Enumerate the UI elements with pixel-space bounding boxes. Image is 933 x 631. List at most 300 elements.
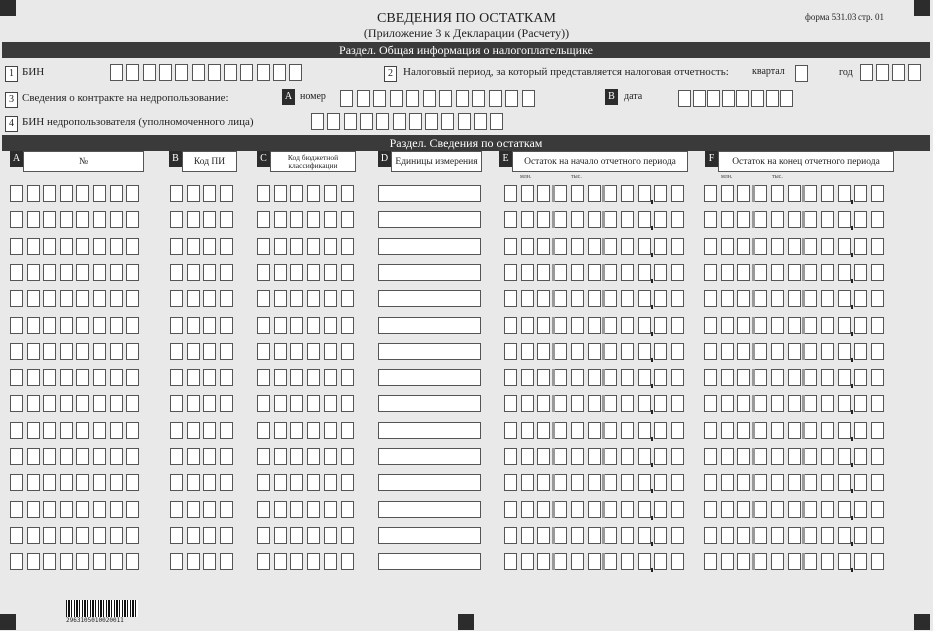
balance-digit-cell[interactable]	[771, 474, 784, 491]
balance-digit-cell[interactable]	[554, 317, 567, 334]
balance-digit-cell[interactable]	[771, 369, 784, 386]
code-pi-cell[interactable]	[187, 527, 200, 544]
contract-number-char-cell[interactable]	[522, 90, 535, 107]
row-number-cell[interactable]	[76, 395, 89, 412]
code-pi-cell[interactable]	[187, 369, 200, 386]
code-pi-cell[interactable]	[203, 553, 216, 570]
balance-digit-cell[interactable]	[788, 553, 801, 570]
code-pi-cell[interactable]	[220, 395, 233, 412]
balance-digit-cell[interactable]	[704, 343, 717, 360]
balance-digit-cell[interactable]	[521, 369, 534, 386]
balance-digit-cell[interactable]	[788, 185, 801, 202]
balance-digit-cell[interactable]	[604, 422, 617, 439]
balance-digit-cell[interactable]	[621, 343, 634, 360]
balance-digit-cell[interactable]	[504, 343, 517, 360]
balance-digit-cell[interactable]	[621, 395, 634, 412]
bin-digit-cell[interactable]	[224, 64, 237, 81]
balance-digit-cell[interactable]	[821, 395, 834, 412]
balance-digit-cell[interactable]	[804, 395, 817, 412]
row-number-cell[interactable]	[76, 264, 89, 281]
units-input[interactable]	[378, 369, 481, 386]
balance-digit-cell[interactable]	[537, 290, 550, 307]
balance-digit-cell[interactable]	[771, 501, 784, 518]
balance-digit-cell[interactable]	[554, 211, 567, 228]
row-number-cell[interactable]	[110, 501, 123, 518]
balance-digit-cell[interactable]	[804, 474, 817, 491]
balance-digit-cell[interactable]	[737, 474, 750, 491]
balance-digit-cell[interactable]	[788, 501, 801, 518]
balance-digit-cell[interactable]	[821, 185, 834, 202]
balance-digit-cell[interactable]	[504, 211, 517, 228]
row-number-cell[interactable]	[110, 395, 123, 412]
row-number-cell[interactable]	[60, 211, 73, 228]
balance-digit-cell[interactable]	[737, 238, 750, 255]
bin-digit-cell[interactable]	[257, 64, 270, 81]
subsoil-bin-digit-cell[interactable]	[490, 113, 503, 130]
budget-code-cell[interactable]	[307, 238, 320, 255]
balance-digit-cell[interactable]	[754, 474, 767, 491]
balance-digit-cell[interactable]	[621, 474, 634, 491]
units-input[interactable]	[378, 290, 481, 307]
balance-digit-cell[interactable]	[838, 553, 851, 570]
balance-digit-cell[interactable]	[588, 474, 601, 491]
code-pi-cell[interactable]	[170, 527, 183, 544]
budget-code-cell[interactable]	[324, 448, 337, 465]
balance-digit-cell[interactable]	[804, 238, 817, 255]
bin-digit-cell[interactable]	[208, 64, 221, 81]
balance-digit-cell[interactable]	[737, 317, 750, 334]
row-number-cell[interactable]	[43, 501, 56, 518]
row-number-cell[interactable]	[60, 527, 73, 544]
balance-digit-cell[interactable]	[604, 527, 617, 544]
subsoil-bin-digit-cell[interactable]	[360, 113, 373, 130]
balance-digit-cell[interactable]	[737, 395, 750, 412]
budget-code-cell[interactable]	[290, 264, 303, 281]
balance-digit-cell[interactable]	[771, 343, 784, 360]
bin-digit-cell[interactable]	[126, 64, 139, 81]
balance-digit-cell[interactable]	[821, 501, 834, 518]
row-number-cell[interactable]	[76, 317, 89, 334]
budget-code-cell[interactable]	[274, 448, 287, 465]
code-pi-cell[interactable]	[187, 422, 200, 439]
balance-digit-cell[interactable]	[838, 185, 851, 202]
balance-digit-cell[interactable]	[721, 501, 734, 518]
row-number-cell[interactable]	[27, 527, 40, 544]
row-number-cell[interactable]	[93, 211, 106, 228]
subsoil-bin-digit-cell[interactable]	[425, 113, 438, 130]
balance-digit-cell[interactable]	[604, 290, 617, 307]
budget-code-cell[interactable]	[257, 527, 270, 544]
row-number-cell[interactable]	[93, 448, 106, 465]
code-pi-cell[interactable]	[170, 474, 183, 491]
balance-digit-cell[interactable]	[621, 290, 634, 307]
budget-code-cell[interactable]	[341, 264, 354, 281]
balance-digit-cell[interactable]	[771, 553, 784, 570]
balance-digit-cell[interactable]	[521, 343, 534, 360]
row-number-cell[interactable]	[110, 290, 123, 307]
row-number-cell[interactable]	[76, 238, 89, 255]
budget-code-cell[interactable]	[290, 185, 303, 202]
balance-digit-cell[interactable]	[654, 422, 667, 439]
code-pi-cell[interactable]	[170, 343, 183, 360]
row-number-cell[interactable]	[93, 395, 106, 412]
budget-code-cell[interactable]	[341, 185, 354, 202]
balance-digit-cell[interactable]	[838, 343, 851, 360]
code-pi-cell[interactable]	[220, 264, 233, 281]
balance-digit-cell[interactable]	[721, 448, 734, 465]
balance-digit-cell[interactable]	[504, 238, 517, 255]
code-pi-cell[interactable]	[203, 211, 216, 228]
balance-digit-cell[interactable]	[638, 369, 651, 386]
row-number-cell[interactable]	[126, 474, 139, 491]
balance-digit-cell[interactable]	[771, 238, 784, 255]
row-number-cell[interactable]	[43, 474, 56, 491]
balance-digit-cell[interactable]	[788, 369, 801, 386]
balance-digit-cell[interactable]	[654, 527, 667, 544]
row-number-cell[interactable]	[43, 395, 56, 412]
budget-code-cell[interactable]	[274, 527, 287, 544]
balance-digit-cell[interactable]	[537, 264, 550, 281]
balance-digit-cell[interactable]	[604, 448, 617, 465]
balance-digit-cell[interactable]	[804, 448, 817, 465]
row-number-cell[interactable]	[27, 448, 40, 465]
balance-digit-cell[interactable]	[754, 395, 767, 412]
balance-digit-cell[interactable]	[754, 317, 767, 334]
row-number-cell[interactable]	[27, 474, 40, 491]
balance-digit-cell[interactable]	[838, 395, 851, 412]
balance-digit-cell[interactable]	[537, 527, 550, 544]
balance-digit-cell[interactable]	[521, 448, 534, 465]
budget-code-cell[interactable]	[257, 422, 270, 439]
units-input[interactable]	[378, 395, 481, 412]
subsoil-bin-digit-cell[interactable]	[344, 113, 357, 130]
balance-digit-cell[interactable]	[671, 264, 684, 281]
balance-digit-cell[interactable]	[854, 369, 867, 386]
row-number-cell[interactable]	[110, 317, 123, 334]
subsoil-bin-digit-cell[interactable]	[327, 113, 340, 130]
balance-digit-cell[interactable]	[854, 474, 867, 491]
row-number-cell[interactable]	[60, 395, 73, 412]
balance-digit-cell[interactable]	[604, 474, 617, 491]
row-number-cell[interactable]	[126, 395, 139, 412]
code-pi-cell[interactable]	[203, 395, 216, 412]
subsoil-bin-digit-cell[interactable]	[376, 113, 389, 130]
budget-code-cell[interactable]	[290, 317, 303, 334]
balance-digit-cell[interactable]	[838, 211, 851, 228]
balance-digit-cell[interactable]	[554, 448, 567, 465]
row-number-cell[interactable]	[10, 343, 23, 360]
row-number-cell[interactable]	[27, 238, 40, 255]
balance-digit-cell[interactable]	[571, 553, 584, 570]
balance-digit-cell[interactable]	[754, 264, 767, 281]
code-pi-cell[interactable]	[203, 422, 216, 439]
row-number-cell[interactable]	[43, 317, 56, 334]
subsoil-bin-digit-cell[interactable]	[474, 113, 487, 130]
balance-digit-cell[interactable]	[554, 422, 567, 439]
row-number-cell[interactable]	[27, 290, 40, 307]
row-number-cell[interactable]	[93, 422, 106, 439]
contract-date-digit-cell[interactable]	[707, 90, 720, 107]
row-number-cell[interactable]	[43, 448, 56, 465]
budget-code-cell[interactable]	[257, 238, 270, 255]
budget-code-cell[interactable]	[307, 422, 320, 439]
row-number-cell[interactable]	[126, 501, 139, 518]
code-pi-cell[interactable]	[170, 395, 183, 412]
row-number-cell[interactable]	[93, 527, 106, 544]
balance-digit-cell[interactable]	[537, 369, 550, 386]
code-pi-cell[interactable]	[187, 474, 200, 491]
balance-digit-cell[interactable]	[554, 238, 567, 255]
budget-code-cell[interactable]	[307, 527, 320, 544]
balance-digit-cell[interactable]	[521, 238, 534, 255]
balance-digit-cell[interactable]	[604, 211, 617, 228]
budget-code-cell[interactable]	[290, 343, 303, 360]
balance-digit-cell[interactable]	[704, 501, 717, 518]
balance-digit-cell[interactable]	[621, 238, 634, 255]
row-number-cell[interactable]	[43, 527, 56, 544]
balance-digit-cell[interactable]	[621, 317, 634, 334]
budget-code-cell[interactable]	[307, 553, 320, 570]
row-number-cell[interactable]	[126, 422, 139, 439]
row-number-cell[interactable]	[93, 264, 106, 281]
code-pi-cell[interactable]	[220, 474, 233, 491]
balance-digit-cell[interactable]	[721, 211, 734, 228]
balance-digit-cell[interactable]	[671, 211, 684, 228]
budget-code-cell[interactable]	[274, 343, 287, 360]
balance-digit-cell[interactable]	[654, 553, 667, 570]
balance-digit-cell[interactable]	[638, 527, 651, 544]
balance-digit-cell[interactable]	[521, 422, 534, 439]
balance-digit-cell[interactable]	[821, 317, 834, 334]
balance-digit-cell[interactable]	[504, 448, 517, 465]
budget-code-cell[interactable]	[274, 501, 287, 518]
units-input[interactable]	[378, 185, 481, 202]
code-pi-cell[interactable]	[203, 501, 216, 518]
bin-digit-cell[interactable]	[159, 64, 172, 81]
balance-digit-cell[interactable]	[871, 290, 884, 307]
balance-digit-cell[interactable]	[704, 185, 717, 202]
row-number-cell[interactable]	[93, 238, 106, 255]
balance-digit-cell[interactable]	[654, 211, 667, 228]
row-number-cell[interactable]	[43, 369, 56, 386]
row-number-cell[interactable]	[93, 369, 106, 386]
code-pi-cell[interactable]	[187, 238, 200, 255]
balance-digit-cell[interactable]	[554, 185, 567, 202]
balance-digit-cell[interactable]	[838, 369, 851, 386]
code-pi-cell[interactable]	[203, 185, 216, 202]
balance-digit-cell[interactable]	[871, 185, 884, 202]
row-number-cell[interactable]	[126, 369, 139, 386]
balance-digit-cell[interactable]	[537, 238, 550, 255]
balance-digit-cell[interactable]	[554, 395, 567, 412]
budget-code-cell[interactable]	[257, 185, 270, 202]
balance-digit-cell[interactable]	[654, 474, 667, 491]
budget-code-cell[interactable]	[341, 553, 354, 570]
balance-digit-cell[interactable]	[788, 264, 801, 281]
balance-digit-cell[interactable]	[788, 211, 801, 228]
row-number-cell[interactable]	[76, 422, 89, 439]
budget-code-cell[interactable]	[274, 553, 287, 570]
balance-digit-cell[interactable]	[521, 290, 534, 307]
budget-code-cell[interactable]	[324, 369, 337, 386]
row-number-cell[interactable]	[10, 474, 23, 491]
contract-number-char-cell[interactable]	[390, 90, 403, 107]
balance-digit-cell[interactable]	[671, 527, 684, 544]
balance-digit-cell[interactable]	[671, 474, 684, 491]
budget-code-cell[interactable]	[324, 317, 337, 334]
balance-digit-cell[interactable]	[588, 448, 601, 465]
row-number-cell[interactable]	[126, 317, 139, 334]
code-pi-cell[interactable]	[187, 501, 200, 518]
row-number-cell[interactable]	[27, 317, 40, 334]
subsoil-bin-digit-cell[interactable]	[393, 113, 406, 130]
budget-code-cell[interactable]	[324, 395, 337, 412]
row-number-cell[interactable]	[76, 527, 89, 544]
contract-number-char-cell[interactable]	[472, 90, 485, 107]
code-pi-cell[interactable]	[203, 369, 216, 386]
balance-digit-cell[interactable]	[571, 185, 584, 202]
balance-digit-cell[interactable]	[821, 553, 834, 570]
row-number-cell[interactable]	[60, 238, 73, 255]
balance-digit-cell[interactable]	[788, 448, 801, 465]
units-input[interactable]	[378, 527, 481, 544]
row-number-cell[interactable]	[60, 501, 73, 518]
balance-digit-cell[interactable]	[821, 264, 834, 281]
budget-code-cell[interactable]	[307, 474, 320, 491]
row-number-cell[interactable]	[76, 369, 89, 386]
balance-digit-cell[interactable]	[537, 422, 550, 439]
code-pi-cell[interactable]	[220, 343, 233, 360]
bin-digit-cell[interactable]	[240, 64, 253, 81]
balance-digit-cell[interactable]	[537, 317, 550, 334]
balance-digit-cell[interactable]	[871, 501, 884, 518]
row-number-cell[interactable]	[93, 343, 106, 360]
balance-digit-cell[interactable]	[721, 317, 734, 334]
bin-digit-cell[interactable]	[289, 64, 302, 81]
balance-digit-cell[interactable]	[537, 395, 550, 412]
balance-digit-cell[interactable]	[871, 317, 884, 334]
budget-code-cell[interactable]	[341, 238, 354, 255]
balance-digit-cell[interactable]	[754, 369, 767, 386]
balance-digit-cell[interactable]	[838, 317, 851, 334]
row-number-cell[interactable]	[110, 448, 123, 465]
budget-code-cell[interactable]	[324, 474, 337, 491]
balance-digit-cell[interactable]	[671, 317, 684, 334]
balance-digit-cell[interactable]	[854, 185, 867, 202]
row-number-cell[interactable]	[10, 448, 23, 465]
row-number-cell[interactable]	[27, 369, 40, 386]
balance-digit-cell[interactable]	[704, 553, 717, 570]
row-number-cell[interactable]	[43, 185, 56, 202]
row-number-cell[interactable]	[10, 238, 23, 255]
balance-digit-cell[interactable]	[588, 317, 601, 334]
balance-digit-cell[interactable]	[788, 422, 801, 439]
balance-digit-cell[interactable]	[554, 501, 567, 518]
subsoil-bin-digit-cell[interactable]	[441, 113, 454, 130]
row-number-cell[interactable]	[76, 185, 89, 202]
balance-digit-cell[interactable]	[654, 317, 667, 334]
contract-date-digit-cell[interactable]	[751, 90, 764, 107]
budget-code-cell[interactable]	[274, 474, 287, 491]
balance-digit-cell[interactable]	[804, 501, 817, 518]
balance-digit-cell[interactable]	[638, 211, 651, 228]
balance-digit-cell[interactable]	[521, 474, 534, 491]
row-number-cell[interactable]	[43, 264, 56, 281]
balance-digit-cell[interactable]	[821, 211, 834, 228]
balance-digit-cell[interactable]	[721, 238, 734, 255]
balance-digit-cell[interactable]	[504, 185, 517, 202]
budget-code-cell[interactable]	[307, 343, 320, 360]
budget-code-cell[interactable]	[274, 211, 287, 228]
balance-digit-cell[interactable]	[788, 343, 801, 360]
row-number-cell[interactable]	[60, 474, 73, 491]
budget-code-cell[interactable]	[341, 211, 354, 228]
balance-digit-cell[interactable]	[821, 448, 834, 465]
code-pi-cell[interactable]	[170, 290, 183, 307]
balance-digit-cell[interactable]	[804, 553, 817, 570]
code-pi-cell[interactable]	[203, 527, 216, 544]
bin-digit-cell[interactable]	[192, 64, 205, 81]
budget-code-cell[interactable]	[290, 527, 303, 544]
budget-code-cell[interactable]	[307, 317, 320, 334]
row-number-cell[interactable]	[126, 290, 139, 307]
units-input[interactable]	[378, 317, 481, 334]
row-number-cell[interactable]	[76, 448, 89, 465]
balance-digit-cell[interactable]	[788, 474, 801, 491]
code-pi-cell[interactable]	[170, 553, 183, 570]
balance-digit-cell[interactable]	[754, 501, 767, 518]
budget-code-cell[interactable]	[341, 474, 354, 491]
row-number-cell[interactable]	[27, 185, 40, 202]
balance-digit-cell[interactable]	[638, 238, 651, 255]
budget-code-cell[interactable]	[257, 448, 270, 465]
balance-digit-cell[interactable]	[821, 343, 834, 360]
row-number-cell[interactable]	[76, 501, 89, 518]
balance-digit-cell[interactable]	[588, 527, 601, 544]
balance-digit-cell[interactable]	[854, 501, 867, 518]
budget-code-cell[interactable]	[257, 501, 270, 518]
balance-digit-cell[interactable]	[788, 395, 801, 412]
code-pi-cell[interactable]	[220, 422, 233, 439]
balance-digit-cell[interactable]	[654, 238, 667, 255]
balance-digit-cell[interactable]	[821, 369, 834, 386]
subsoil-bin-digit-cell[interactable]	[458, 113, 471, 130]
balance-digit-cell[interactable]	[671, 395, 684, 412]
code-pi-cell[interactable]	[220, 553, 233, 570]
balance-digit-cell[interactable]	[571, 474, 584, 491]
code-pi-cell[interactable]	[187, 317, 200, 334]
year-digit-cell[interactable]	[908, 64, 921, 81]
balance-digit-cell[interactable]	[788, 317, 801, 334]
units-input[interactable]	[378, 422, 481, 439]
budget-code-cell[interactable]	[324, 264, 337, 281]
balance-digit-cell[interactable]	[638, 553, 651, 570]
balance-digit-cell[interactable]	[671, 553, 684, 570]
balance-digit-cell[interactable]	[671, 290, 684, 307]
balance-digit-cell[interactable]	[521, 501, 534, 518]
balance-digit-cell[interactable]	[804, 343, 817, 360]
balance-digit-cell[interactable]	[854, 264, 867, 281]
balance-digit-cell[interactable]	[638, 448, 651, 465]
balance-digit-cell[interactable]	[821, 474, 834, 491]
row-number-cell[interactable]	[110, 422, 123, 439]
code-pi-cell[interactable]	[220, 501, 233, 518]
balance-digit-cell[interactable]	[721, 264, 734, 281]
balance-digit-cell[interactable]	[588, 553, 601, 570]
balance-digit-cell[interactable]	[838, 501, 851, 518]
balance-digit-cell[interactable]	[554, 527, 567, 544]
balance-digit-cell[interactable]	[621, 501, 634, 518]
